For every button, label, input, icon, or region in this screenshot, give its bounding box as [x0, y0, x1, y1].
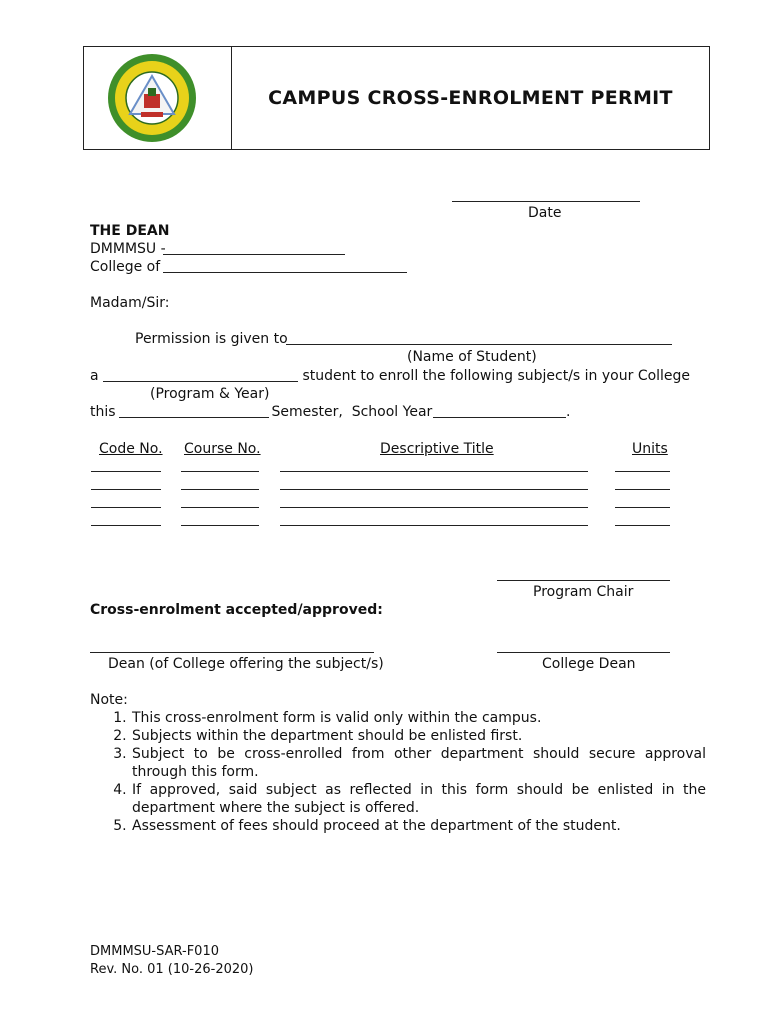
- descriptive-title-field[interactable]: [280, 525, 588, 526]
- form-title: CAMPUS CROSS-ENROLMENT PERMIT: [268, 87, 673, 109]
- dean-offering-signature-line[interactable]: [90, 652, 374, 653]
- a-label: a: [90, 368, 104, 384]
- addressee-title: THE DEAN: [90, 223, 170, 239]
- header-course-no: Course No.: [184, 441, 261, 457]
- college-dean-label: College Dean: [542, 656, 636, 672]
- header-units: Units: [632, 441, 668, 457]
- program-chair-signature-line[interactable]: [497, 580, 670, 581]
- units-field[interactable]: [615, 507, 670, 508]
- semester-line[interactable]: [119, 417, 269, 418]
- course-no-field[interactable]: [181, 525, 259, 526]
- form-code: DMMMSU-SAR-F010: [90, 944, 219, 959]
- list-item: 2. Subjects within the department should be enlisted first.: [131, 727, 706, 745]
- revision-number: Rev. No. 01 (10-26-2020): [90, 962, 254, 977]
- list-item: 1. This cross-enrolment form is valid only within the campus.: [131, 709, 706, 727]
- code-no-field[interactable]: [91, 507, 161, 508]
- salutation: Madam/Sir:: [90, 295, 170, 311]
- header-descriptive-title: Descriptive Title: [380, 441, 494, 457]
- accepted-approved-label: Cross-enrolment accepted/approved:: [90, 602, 383, 618]
- college-dean-signature-line[interactable]: [497, 652, 670, 653]
- date-label: Date: [528, 205, 562, 221]
- semester-text: Semester, School Year: [267, 404, 437, 420]
- dmmmsu-label: DMMMSU -: [90, 241, 171, 257]
- student-name-line[interactable]: [286, 344, 672, 345]
- descriptive-title-field[interactable]: [280, 471, 588, 472]
- program-caption: (Program & Year): [150, 386, 270, 402]
- period: .: [566, 404, 571, 420]
- list-item: 4. If approved, said subject as reflected in this form should be enlisted in the department where the subject is offered.: [131, 781, 706, 817]
- list-item: 3. Subject to be cross-enrolled from other department should secure approval through this form.: [131, 745, 706, 781]
- code-no-field[interactable]: [91, 471, 161, 472]
- units-field[interactable]: [615, 489, 670, 490]
- program-line[interactable]: [103, 381, 298, 382]
- units-field[interactable]: [615, 471, 670, 472]
- list-item: 5. Assessment of fees should proceed at the department of the student.: [131, 817, 706, 835]
- header-code-no: Code No.: [99, 441, 163, 457]
- course-no-field[interactable]: [181, 489, 259, 490]
- notes-heading: Note:: [90, 692, 128, 708]
- college-of-label: College of: [90, 259, 165, 275]
- school-year-line[interactable]: [433, 417, 566, 418]
- university-seal-logo: [104, 52, 200, 144]
- permission-given-label: Permission is given to: [135, 331, 293, 347]
- notes-list: [90, 709, 706, 835]
- form-header: [83, 46, 710, 150]
- units-field[interactable]: [615, 525, 670, 526]
- date-line[interactable]: [452, 201, 640, 202]
- enroll-text: student to enroll the following subject/s in your College: [298, 368, 691, 384]
- college-of-line[interactable]: [163, 272, 407, 273]
- dean-offering-label: Dean (of College offering the subject/s): [108, 656, 384, 672]
- course-no-field[interactable]: [181, 471, 259, 472]
- code-no-field[interactable]: [91, 489, 161, 490]
- name-caption: (Name of Student): [407, 349, 537, 365]
- descriptive-title-field[interactable]: [280, 489, 588, 490]
- code-no-field[interactable]: [91, 525, 161, 526]
- this-label: this: [90, 404, 120, 420]
- logo-cell: [84, 47, 232, 149]
- program-chair-label: Program Chair: [533, 584, 634, 600]
- course-no-field[interactable]: [181, 507, 259, 508]
- descriptive-title-field[interactable]: [280, 507, 588, 508]
- dmmmsu-line[interactable]: [163, 254, 345, 255]
